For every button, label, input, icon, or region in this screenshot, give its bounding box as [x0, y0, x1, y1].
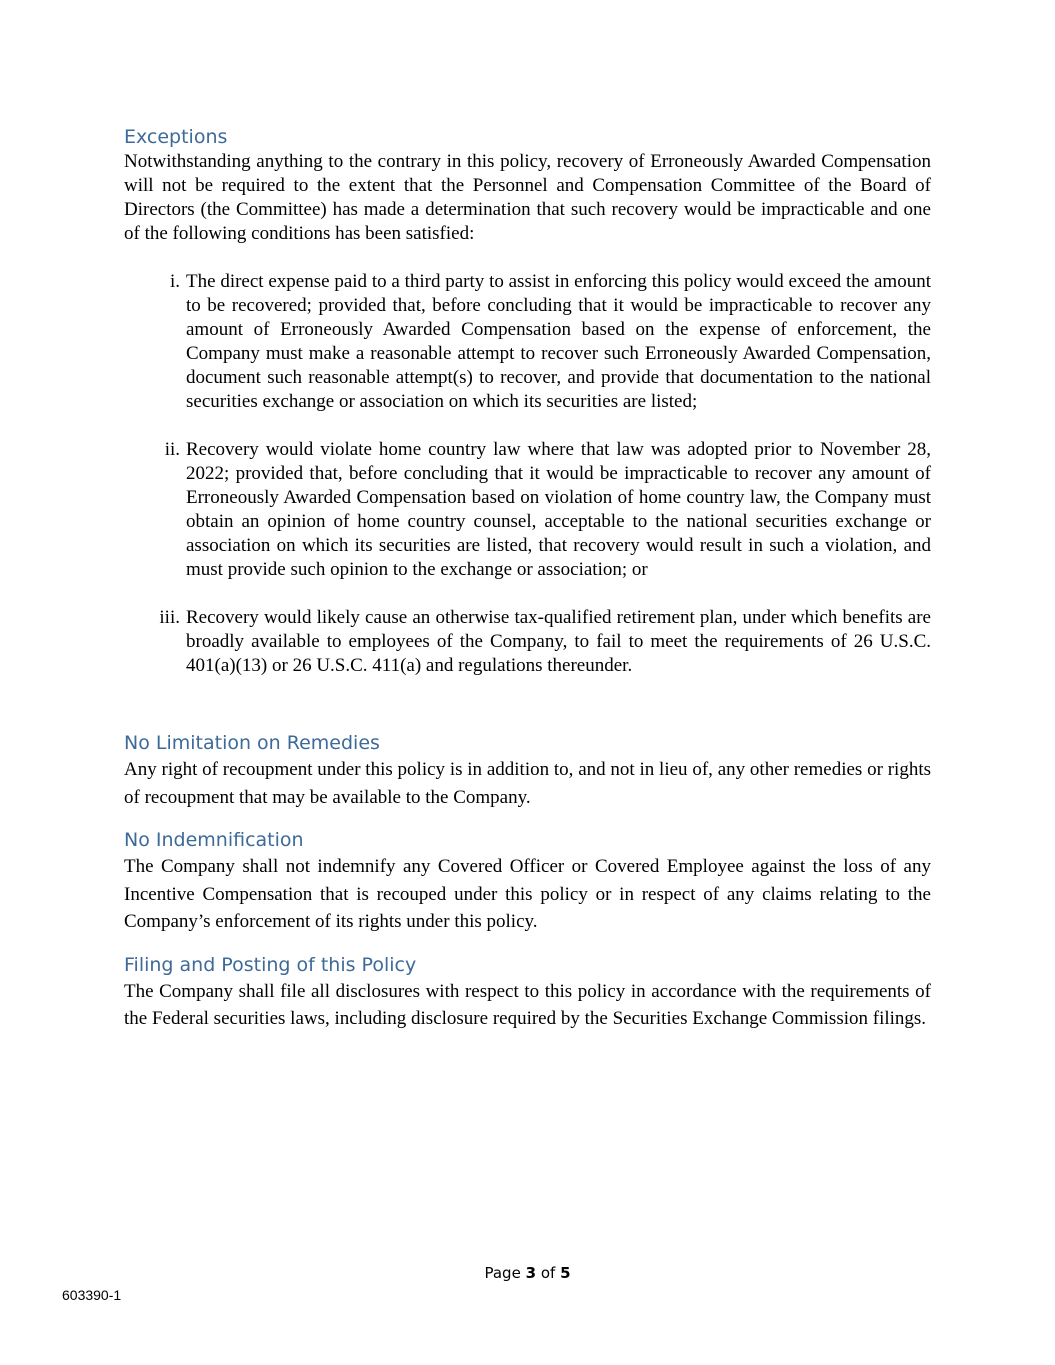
list-item-marker: iii. [159, 607, 180, 628]
exceptions-intro: Notwithstanding anything to the contrary in this policy, recovery of Erroneously Awarded Compensation will not be required to the extent that the Personnel and Compensation Committee of the Board of Directors (the Committee) has made a determination that such recovery would be impracticable and one of the following conditions has been satisfied: [124, 151, 931, 244]
list-item [124, 270, 931, 414]
filing-body: The Company shall file all disclosures with respect to this policy in accordance with the requirements of the Federal securities laws, including disclosure required by the Securities Exchange Commission filings. [124, 980, 931, 1029]
document-id: 603390-1 [62, 1287, 122, 1303]
page-prefix: Page [484, 1264, 521, 1282]
section-heading-filing: Filing and Posting of this Policy [124, 953, 417, 976]
page-of: of [540, 1264, 556, 1282]
page-current: 3 [525, 1264, 537, 1282]
list-item-marker: i. [169, 271, 180, 292]
list-item-text: The direct expense paid to a third party to assist in enforcing this policy would exceed the amount to be recovered; provided that, before concluding that it would be impracticable to recover any amount of Erroneously Awarded Compensation based on the expense of enforcement, the Company must make a reasonable attempt to recover such Erroneously Awarded Compensation, document such reasonable attempt(s) to recover, and provide that documentation to the national securities exchange or association on which its securities are listed; [186, 271, 931, 412]
no-indemnification-body: The Company shall not indemnify any Covered Officer or Covered Employee against the loss of any Incentive Compensation that is recouped under this policy or in respect of any claims relating to the Company’s enforcement of its rights under this policy. [124, 856, 931, 932]
list-item [124, 606, 931, 678]
page-total: 5 [560, 1264, 571, 1282]
no-limitation-body: Any right of recoupment under this policy is in addition to, and not in lieu of, any other remedies or rights of recoupment that may be available to the Company. [124, 759, 931, 808]
list-item-text: Recovery would violate home country law where that law was adopted prior to November 28, 2022; provided that, before concluding that it would be impracticable to recover any amount of Erroneously Awarded Compensation based on violation of home country law, the Company must obtain an opinion of home country counsel, acceptable to the national securities exchange or association on which its securities are listed, that recovery would result in such a violation, and must provide such opinion to the exchange or association; or [186, 439, 931, 580]
exceptions-list [124, 270, 931, 678]
page-number [0, 1263, 1055, 1283]
section-heading-no-limitation: No Limitation on Remedies [124, 732, 380, 754]
section-heading-no-indemnification: No Indemnification [124, 829, 304, 851]
section-heading-exceptions: Exceptions [124, 126, 228, 148]
document-body [124, 124, 931, 1033]
list-item [124, 438, 931, 582]
list-item-text: Recovery would likely cause an otherwise tax-qualified retirement plan, under which benefits are broadly available to employees of the Company, to fail to meet the requirements of 26 U.S.C. 401(a)(13) or 26 U.S.C. 411(a) and regulations thereunder. [186, 607, 931, 676]
list-item-marker: ii. [164, 439, 180, 460]
